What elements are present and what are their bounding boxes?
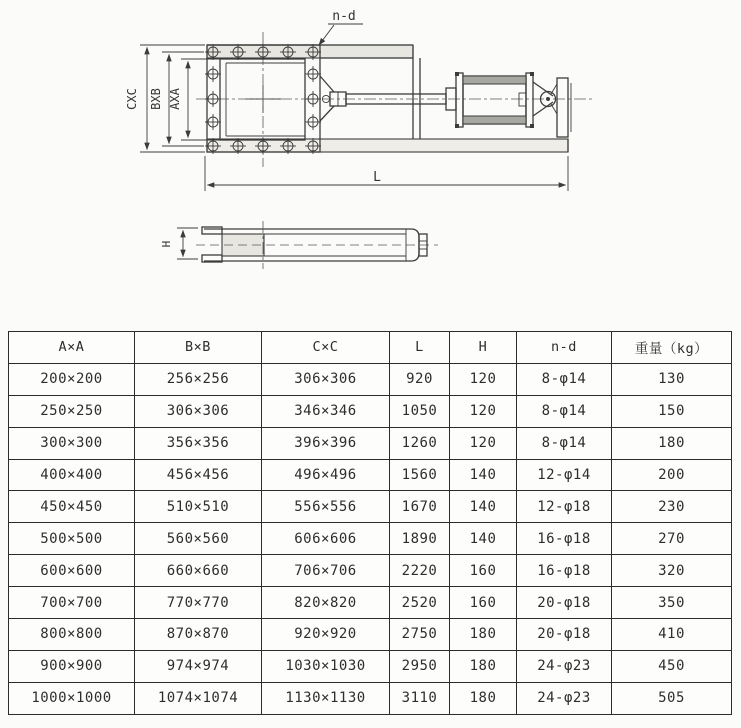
table-cell: 706×706 <box>262 555 390 587</box>
table-cell: 140 <box>450 523 517 555</box>
table-cell: 2750 <box>390 619 450 651</box>
table-cell: 300×300 <box>9 427 135 459</box>
table-cell: 160 <box>450 555 517 587</box>
table-cell: 396×396 <box>262 427 390 459</box>
table-cell: 974×974 <box>135 650 262 682</box>
table-cell: 400×400 <box>9 459 135 491</box>
table-cell: 505 <box>612 682 732 714</box>
table-cell: 200 <box>612 459 732 491</box>
dimension-l <box>205 156 568 191</box>
dim-label-l: L <box>373 170 381 185</box>
table-cell: 2950 <box>390 650 450 682</box>
table-cell: 16-φ18 <box>517 555 612 587</box>
hole-callout <box>319 9 363 45</box>
dim-label-bxb: BXB <box>149 88 163 110</box>
table-cell: 1000×1000 <box>9 682 135 714</box>
table-cell: 1890 <box>390 523 450 555</box>
gate-opening <box>220 59 305 140</box>
tie-rod-top <box>463 76 526 84</box>
dim-label-cxc: CXC <box>125 88 139 110</box>
table-cell: 660×660 <box>135 555 262 587</box>
end-plate <box>557 78 568 137</box>
table-cell: 1030×1030 <box>262 650 390 682</box>
table-row <box>9 427 732 459</box>
table-cell: 12-φ14 <box>517 459 612 491</box>
table-body <box>9 363 732 714</box>
table-cell: 2220 <box>390 555 450 587</box>
table-cell: 606×606 <box>262 523 390 555</box>
stud-top <box>202 227 222 234</box>
table-cell: 1130×1130 <box>262 682 390 714</box>
table-cell: 1074×1074 <box>135 682 262 714</box>
column-header-1: B×B <box>135 332 262 364</box>
drawing-area <box>0 0 741 325</box>
table-cell: 8-φ14 <box>517 427 612 459</box>
table-row <box>9 491 732 523</box>
rear-mount <box>533 78 571 137</box>
table-row <box>9 587 732 619</box>
table-cell: 140 <box>450 459 517 491</box>
stem-yoke <box>320 76 446 121</box>
table-cell: 3110 <box>390 682 450 714</box>
table-cell: 24-φ23 <box>517 682 612 714</box>
table-cell: 2520 <box>390 587 450 619</box>
table-cell: 140 <box>450 491 517 523</box>
table-cell: 496×496 <box>262 459 390 491</box>
main-view <box>125 9 592 191</box>
table-cell: 306×306 <box>262 363 390 395</box>
table-row <box>9 555 732 587</box>
column-header-5: n-d <box>517 332 612 364</box>
column-header-2: C×C <box>262 332 390 364</box>
table-cell: 8-φ14 <box>517 395 612 427</box>
column-header-0: A×A <box>9 332 135 364</box>
table-cell: 200×200 <box>9 363 135 395</box>
dim-label-h: H <box>160 240 173 248</box>
dim-label-axa: AXA <box>168 88 182 110</box>
dimension-cxc <box>125 45 205 152</box>
table-cell: 900×900 <box>9 650 135 682</box>
table-cell: 450 <box>612 650 732 682</box>
dimension-table <box>8 331 732 715</box>
table-cell: 120 <box>450 427 517 459</box>
table-cell: 130 <box>612 363 732 395</box>
table-cell: 320 <box>612 555 732 587</box>
table-cell: 1050 <box>390 395 450 427</box>
table-cell: 230 <box>612 491 732 523</box>
table-cell: 180 <box>612 427 732 459</box>
table-cell: 120 <box>450 363 517 395</box>
table-cell: 800×800 <box>9 619 135 651</box>
table-cell: 24-φ23 <box>517 650 612 682</box>
column-header-3: L <box>390 332 450 364</box>
table-row <box>9 459 732 491</box>
table-row <box>9 363 732 395</box>
table-cell: 256×256 <box>135 363 262 395</box>
table-cell: 16-φ18 <box>517 523 612 555</box>
table-cell: 770×770 <box>135 587 262 619</box>
table-cell: 820×820 <box>262 587 390 619</box>
table-cell: 20-φ18 <box>517 619 612 651</box>
table-cell: 1670 <box>390 491 450 523</box>
table-cell: 306×306 <box>135 395 262 427</box>
table-cell: 600×600 <box>9 555 135 587</box>
table-cell: 560×560 <box>135 523 262 555</box>
table-row <box>9 682 732 714</box>
table-cell: 180 <box>450 682 517 714</box>
gate-valve-assembly-drawing <box>0 0 741 325</box>
table-row <box>9 650 732 682</box>
table-cell: 356×356 <box>135 427 262 459</box>
table-cell: 150 <box>612 395 732 427</box>
table-cell: 920×920 <box>262 619 390 651</box>
table-cell: 456×456 <box>135 459 262 491</box>
table-cell: 1260 <box>390 427 450 459</box>
dimension-h <box>160 228 198 259</box>
table-row <box>9 523 732 555</box>
table-row <box>9 619 732 651</box>
table-cell: 556×556 <box>262 491 390 523</box>
table-row <box>9 395 732 427</box>
table-cell: 270 <box>612 523 732 555</box>
column-header-6: 重量（kg） <box>612 332 732 364</box>
table-cell: 346×346 <box>262 395 390 427</box>
table-cell: 180 <box>450 650 517 682</box>
table-cell: 450×450 <box>9 491 135 523</box>
hole-callout-label: n-d <box>332 9 356 24</box>
table-cell: 180 <box>450 619 517 651</box>
dimension-axa <box>168 59 222 140</box>
tie-rod-bottom <box>463 116 526 124</box>
table-cell: 20-φ18 <box>517 587 612 619</box>
table-cell: 920 <box>390 363 450 395</box>
table-cell: 120 <box>450 395 517 427</box>
side-view <box>160 221 438 269</box>
table-cell: 500×500 <box>9 523 135 555</box>
column-header-4: H <box>450 332 517 364</box>
table-cell: 8-φ14 <box>517 363 612 395</box>
air-cylinder <box>446 72 534 128</box>
table-cell: 870×870 <box>135 619 262 651</box>
table-cell: 250×250 <box>9 395 135 427</box>
table-header-row <box>9 332 732 364</box>
table-cell: 410 <box>612 619 732 651</box>
table-cell: 1560 <box>390 459 450 491</box>
table-cell: 160 <box>450 587 517 619</box>
table-cell: 12-φ18 <box>517 491 612 523</box>
table-cell: 350 <box>612 587 732 619</box>
table-cell: 510×510 <box>135 491 262 523</box>
table-cell: 700×700 <box>9 587 135 619</box>
